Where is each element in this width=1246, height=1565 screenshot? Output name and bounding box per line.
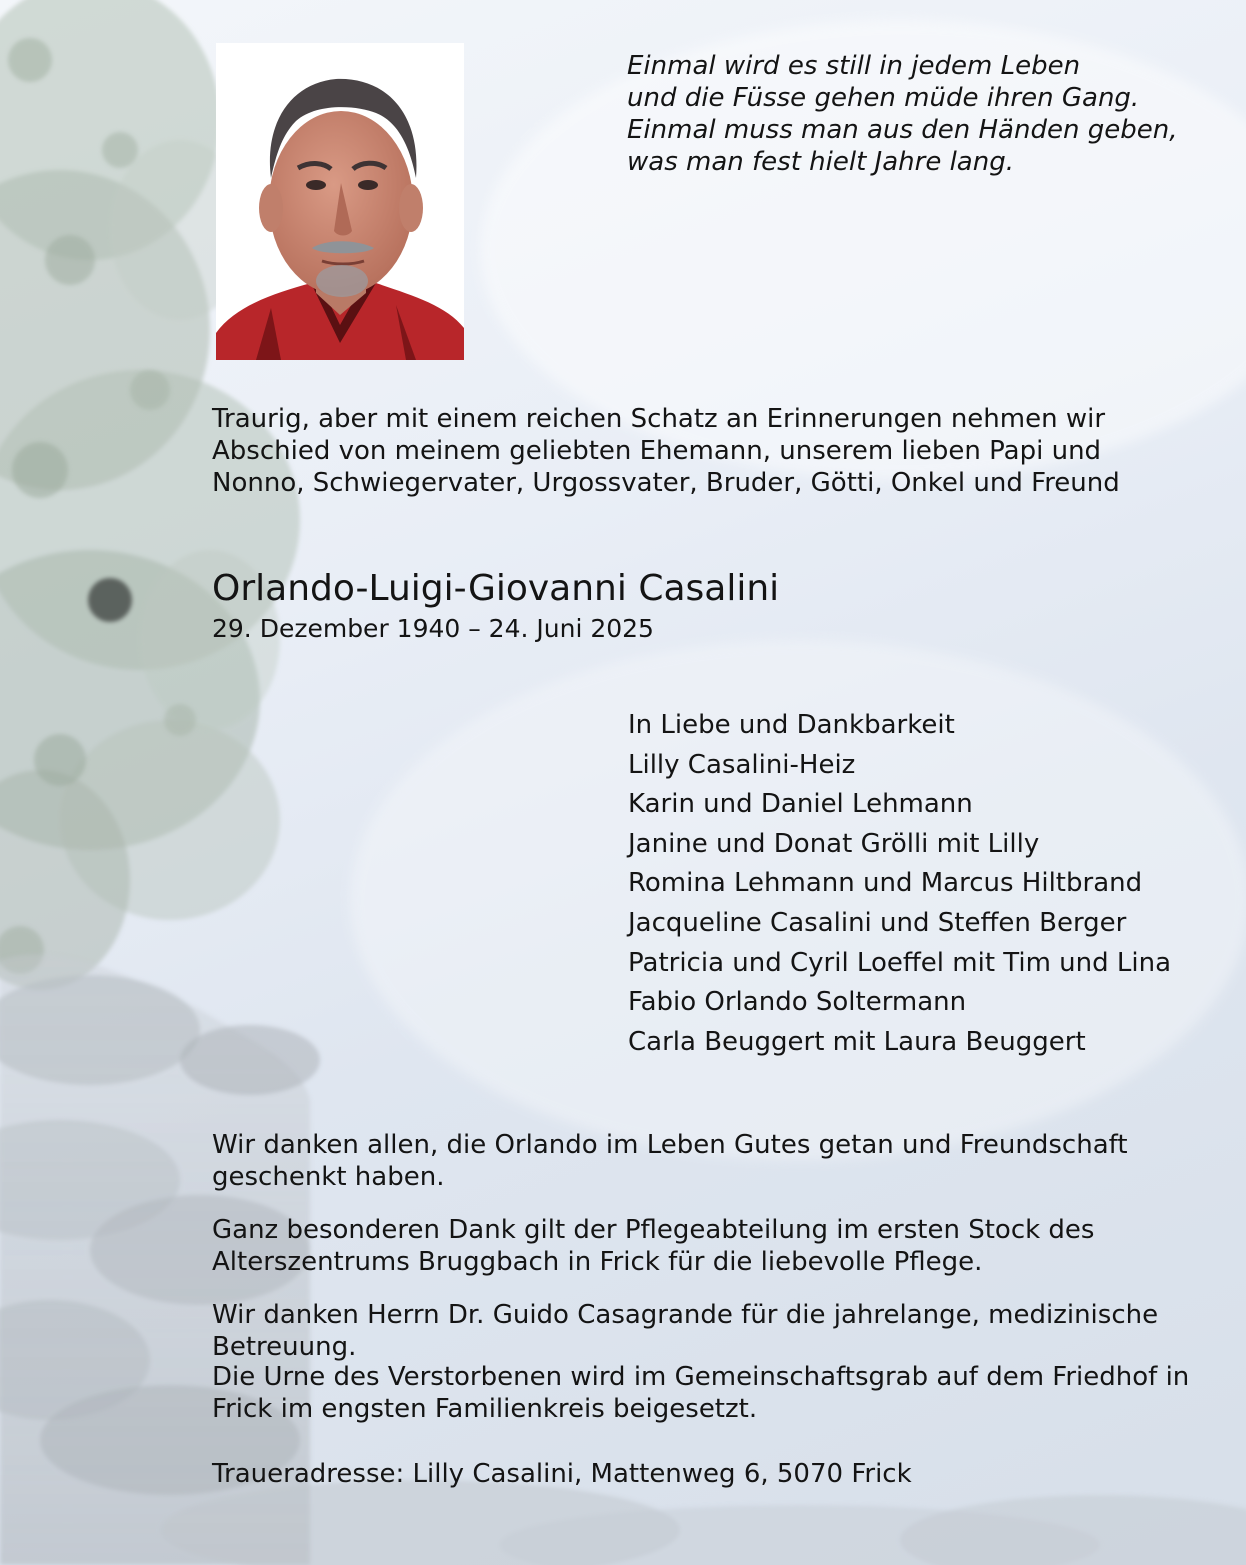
poem <box>627 50 1227 178</box>
intro-line: Traurig, aber mit einem reichen Schatz an Erinnerungen nehmen wir <box>212 404 1106 434</box>
mourner-line: Jacqueline Casalini und Steffen Berger <box>628 907 1127 938</box>
urn-notice <box>212 1361 1212 1425</box>
mourning-address: Traueradresse: Lilly Casalini, Mattenweg 6, 5070 Frick <box>212 1459 912 1489</box>
poem-line: Einmal wird es still in jedem Leben <box>627 51 1081 81</box>
intro-line: Nonno, Schwiegervater, Urgossvater, Bruder, Götti, Onkel und Freund <box>212 468 1120 498</box>
intro-line: Abschied von meinem geliebten Ehemann, unserem lieben Papi und <box>212 436 1102 466</box>
mourner-line: Janine und Donat Grölli mit Lilly <box>628 828 1040 859</box>
thanks-line: Ganz besonderen Dank gilt der Pflegeabteilung im ersten Stock des <box>212 1215 1095 1245</box>
thanks-section <box>212 1122 1212 1370</box>
mourner-line: Carla Beuggert mit Laura Beuggert <box>628 1026 1086 1057</box>
mourner-line: Karin und Daniel Lehmann <box>628 789 973 820</box>
poem-line: was man fest hielt Jahre lang. <box>627 147 1014 177</box>
urn-line: Die Urne des Verstorbenen wird im Gemeinschaftsgrab auf dem Friedhof in <box>212 1362 1190 1392</box>
mourner-line: In Liebe und Dankbarkeit <box>628 710 955 740</box>
thanks-line: Alterszentrums Bruggbach in Frick für die liebevolle Pflege. <box>212 1247 983 1277</box>
thanks-line: geschenkt haben. <box>212 1162 445 1192</box>
intro-text <box>212 403 1202 499</box>
life-dates: 29. Dezember 1940 – 24. Juni 2025 <box>212 614 654 643</box>
portrait-photo <box>216 43 464 360</box>
mourner-line: Lilly Casalini-Heiz <box>628 749 856 780</box>
urn-line: Frick im engsten Familienkreis beigesetzt. <box>212 1394 758 1424</box>
poem-line: Einmal muss man aus den Händen geben, <box>627 115 1178 145</box>
thanks-line: Betreuung. <box>212 1332 357 1362</box>
thanks-line: Wir danken Herrn Dr. Guido Casagrande für die jahrelange, medizinische <box>212 1300 1159 1330</box>
mourner-line: Fabio Orlando Soltermann <box>628 987 967 1018</box>
deceased-name: Orlando-Luigi-Giovanni Casalini <box>212 568 780 609</box>
mourner-line: Romina Lehmann und Marcus Hiltbrand <box>628 868 1143 899</box>
mourners-list <box>628 706 1171 1062</box>
thanks-line: Wir danken allen, die Orlando im Leben Gutes getan und Freundschaft <box>212 1130 1128 1160</box>
mourner-line: Patricia und Cyril Loeffel mit Tim und Lina <box>628 947 1172 978</box>
poem-line: und die Füsse gehen müde ihren Gang. <box>627 83 1140 113</box>
